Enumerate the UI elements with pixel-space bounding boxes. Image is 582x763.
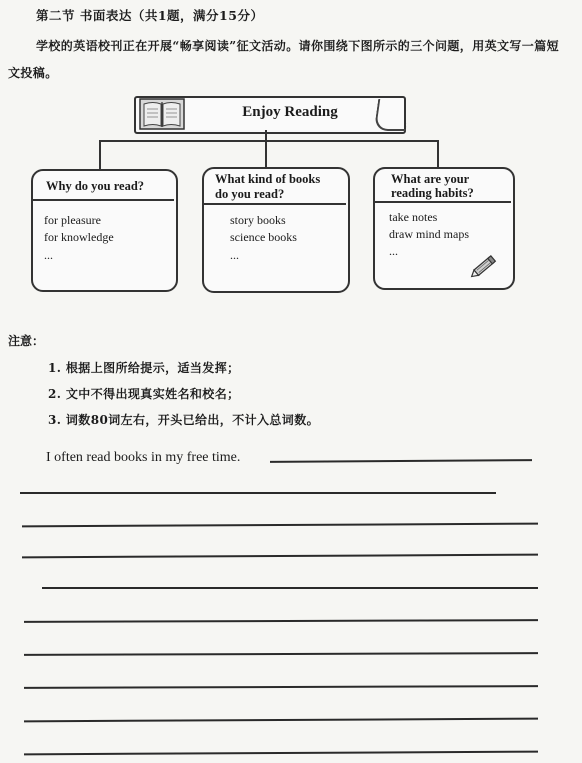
box-item: for pleasure [44, 213, 101, 227]
writing-line[interactable] [24, 652, 538, 655]
writing-line[interactable] [22, 554, 538, 558]
writing-line[interactable] [42, 587, 538, 589]
connector-middle [265, 140, 267, 168]
connector-right [437, 140, 439, 168]
connector-horizontal [99, 140, 439, 142]
box-heading: What are your [391, 172, 470, 186]
writing-line[interactable] [24, 685, 538, 688]
pencil-icon [470, 252, 500, 280]
notes-label: 注意： [8, 334, 45, 348]
writing-line[interactable] [24, 619, 538, 622]
writing-line[interactable] [20, 492, 496, 494]
writing-line[interactable] [270, 459, 532, 462]
writing-line[interactable] [22, 523, 538, 527]
section-title: 第二节 书面表达（共1题，满分15分） [36, 8, 264, 23]
writing-line[interactable] [24, 751, 538, 755]
box-item: ... [389, 244, 398, 258]
box-heading: reading habits? [391, 186, 474, 200]
box-item: story books [230, 213, 286, 227]
writing-line[interactable] [24, 718, 538, 722]
diagram-title: Enjoy Reading [242, 104, 338, 120]
box-item: ... [230, 248, 239, 262]
box-heading-rule [375, 201, 511, 203]
box-heading: What kind of books [215, 172, 321, 186]
note-item: 1. 根据上图所给提示，适当发挥； [48, 361, 240, 375]
box-heading: Why do you read? [46, 179, 145, 193]
box-item: take notes [389, 210, 438, 224]
box-heading-rule [204, 203, 346, 205]
box-heading: do you read? [215, 187, 285, 201]
box-item: ... [44, 248, 53, 262]
note-item: 2. 文中不得出现真实姓名和校名； [48, 387, 240, 401]
box-item: draw mind maps [389, 227, 469, 241]
note-item: 3. 词数80词左右，开头已给出，不计入总词数。 [48, 413, 320, 427]
box-item: for knowledge [44, 230, 114, 244]
writing-start-sentence: I often read books in my free time. [46, 450, 241, 465]
intro-paragraph: 学校的英语校刊正在开展“畅享阅读”征文活动。请你围绕下图所示的三个问题，用英文写一篇短文投稿。 [8, 39, 560, 80]
book-icon [139, 98, 185, 130]
box-heading-rule [33, 199, 174, 201]
connector-left [99, 140, 101, 170]
box-item: science books [230, 230, 297, 244]
